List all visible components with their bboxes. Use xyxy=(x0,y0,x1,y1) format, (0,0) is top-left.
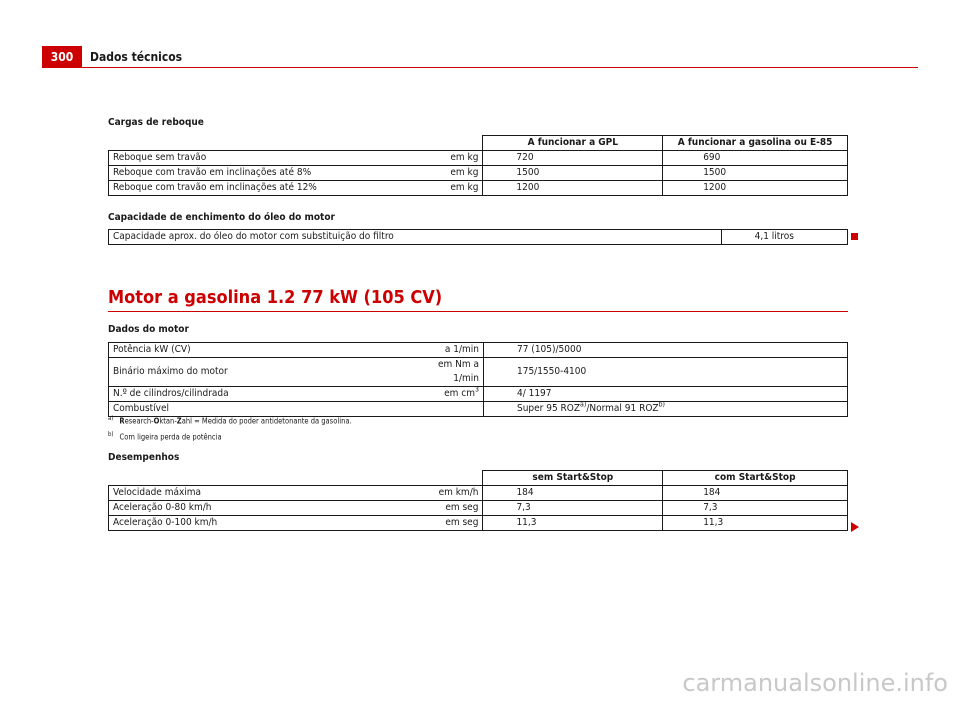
footnote-mark: a) xyxy=(108,415,114,422)
footnote-text: ktan- xyxy=(159,416,177,426)
footnote-text: Com ligeira perda de potência xyxy=(119,432,222,442)
section-end-marker xyxy=(851,233,858,240)
column-header: sem Start&Stop xyxy=(483,471,663,486)
row-unit: em km/h xyxy=(408,486,483,501)
engine-data-label: Dados do motor xyxy=(108,324,189,335)
page-title: Dados técnicos xyxy=(90,50,183,64)
blank-header-cell xyxy=(109,471,483,486)
footnote-a xyxy=(108,415,352,426)
row-value: 11,3 xyxy=(483,516,663,531)
column-header: com Start&Stop xyxy=(663,471,848,486)
oil-label: Capacidade de enchimento do óleo do motor xyxy=(108,212,335,223)
continue-arrow-icon xyxy=(851,522,859,532)
performance-label: Desempenhos xyxy=(108,452,180,463)
footnote-bold-letter: O xyxy=(153,416,160,426)
row-unit: em kg xyxy=(408,166,483,181)
towing-label: Cargas de reboque xyxy=(108,117,204,128)
table-row xyxy=(109,230,848,245)
table-row xyxy=(109,181,848,196)
watermark: carmanualsonline.info xyxy=(682,669,948,697)
footnote-bold-letter: Z xyxy=(176,416,182,426)
row-value: 720 xyxy=(483,151,663,166)
row-label: Velocidade máxima xyxy=(109,486,409,501)
page-header xyxy=(42,46,918,68)
table-row xyxy=(109,343,848,358)
footnote-ref-a: a) xyxy=(580,400,587,409)
row-label: N.º de cilindros/cilindrada xyxy=(109,387,409,402)
row-value: 11,3 xyxy=(663,516,848,531)
row-unit xyxy=(409,402,484,417)
row-value: 1200 xyxy=(483,181,663,196)
footnote-text: ahl = Medida do poder antidetonante da gasolina. xyxy=(181,416,352,426)
row-unit: em seg xyxy=(408,501,483,516)
row-unit: em kg xyxy=(408,181,483,196)
row-label: Binário máximo do motor xyxy=(109,358,409,387)
row-value: 4,1 litros xyxy=(721,230,847,245)
row-unit: a 1/min xyxy=(409,343,484,358)
row-value: 184 xyxy=(663,486,848,501)
row-value: 175/1550-4100 xyxy=(484,358,848,387)
footnote-ref-b: b) xyxy=(658,400,666,409)
towing-table xyxy=(108,135,848,196)
row-value: 1200 xyxy=(663,181,848,196)
fuel-value-cell xyxy=(484,402,848,417)
row-unit: em seg xyxy=(408,516,483,531)
table-row xyxy=(109,486,848,501)
heading-rule xyxy=(108,311,848,312)
table-row xyxy=(109,516,848,531)
row-label: Aceleração 0-100 km/h xyxy=(109,516,409,531)
row-value: 4/ 1197 xyxy=(484,387,848,402)
row-value: 77 (105)/5000 xyxy=(484,343,848,358)
header-rule xyxy=(42,67,918,68)
row-value: 7,3 xyxy=(663,501,848,516)
blank-header-cell xyxy=(109,136,483,151)
row-value: 7,3 xyxy=(483,501,663,516)
row-label: Reboque sem travão xyxy=(109,151,409,166)
table-row xyxy=(109,358,848,387)
table-row xyxy=(109,501,848,516)
table-row xyxy=(109,151,848,166)
row-value: 690 xyxy=(663,151,848,166)
footnote-bold-letter: R xyxy=(119,416,125,426)
table-header-row xyxy=(109,471,848,486)
fuel-b: /Normal 91 ROZ xyxy=(586,403,659,414)
row-value: 184 xyxy=(483,486,663,501)
row-label: Potência kW (CV) xyxy=(109,343,409,358)
unit-superscript: 3 xyxy=(474,385,479,394)
engine-data-table xyxy=(108,342,848,417)
page-number-badge: 300 xyxy=(42,46,82,68)
performance-table xyxy=(108,470,848,531)
engine-heading: Motor a gasolina 1.2 77 kW (105 CV) xyxy=(108,287,443,308)
row-label: Aceleração 0-80 km/h xyxy=(109,501,409,516)
row-label: Reboque com travão em inclinações até 12% xyxy=(109,181,409,196)
row-unit: em cm xyxy=(444,388,475,399)
footnote-mark: b) xyxy=(108,431,114,438)
row-unit-cell xyxy=(409,387,484,402)
column-header: A funcionar a gasolina ou E-85 xyxy=(663,136,848,151)
table-header-row xyxy=(109,136,848,151)
fuel-a: Super 95 ROZ xyxy=(517,403,581,414)
table-row xyxy=(109,387,848,402)
row-label: Combustível xyxy=(109,402,409,417)
row-label: Reboque com travão em inclinações até 8% xyxy=(109,166,409,181)
row-value: 1500 xyxy=(663,166,848,181)
row-unit: em kg xyxy=(408,151,483,166)
row-value: 1500 xyxy=(483,166,663,181)
row-unit: em Nm a 1/min xyxy=(409,358,484,387)
footnote-text: esearch- xyxy=(124,416,154,426)
oil-table xyxy=(108,229,848,245)
table-row xyxy=(109,166,848,181)
column-header: A funcionar a GPL xyxy=(483,136,663,151)
footnote-b xyxy=(108,431,222,442)
row-label: Capacidade aprox. do óleo do motor com substituição do filtro xyxy=(109,230,722,245)
